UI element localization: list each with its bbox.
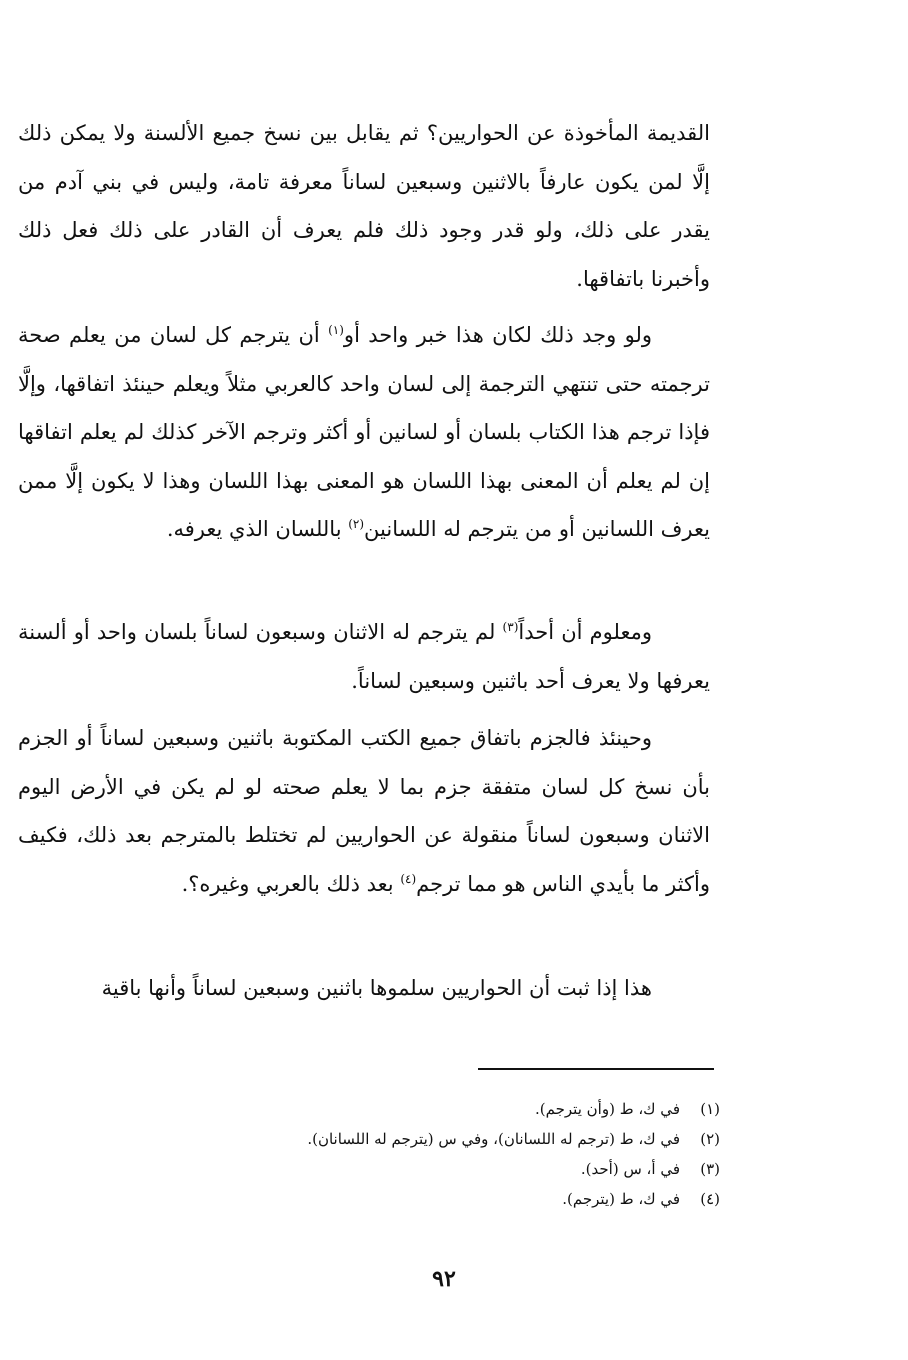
footnote-divider <box>478 1068 714 1070</box>
footnote-3 <box>150 1154 720 1184</box>
footnote-text: في ك، ط (وأن يترجم). <box>535 1100 680 1118</box>
footnote-ref-2[interactable]: (٢) <box>348 517 365 531</box>
page-number: ٩٢ <box>432 1266 456 1292</box>
paragraph-2-text-middle: أن يترجم كل لسان من يعلم صحة ترجمته حتى تنتهي الترجمة إلى لسان واحد كالعربي مثلاً ويعلم حينئذ اتفاقها، وإلَّا فإذا ترجم هذا الكتاب بلسان أو لسانين أو أكثر وترجم الآخر كذلك لم يعلم اتفاقها إن لم يعلم أن المعنى بهذا اللسان هو المعنى بهذا اللسان وهذا لا يكون إلَّا ممن يعرف اللسانين أو من يترجم له اللسانين <box>18 323 710 541</box>
paragraph-4 <box>18 714 710 908</box>
footnote-ref-1[interactable]: (١) <box>328 323 344 337</box>
paragraph-3-text-end: لم يترجم له الاثنان وسبعون لساناً بلسان واحد أو ألسنة يعرفها ولا يعرف أحد باثنين وسبعين لساناً. <box>18 620 710 693</box>
footnote-number: (٢) <box>700 1130 720 1148</box>
footnote-ref-4[interactable]: (٤) <box>400 871 417 886</box>
footnotes-list <box>150 1094 720 1214</box>
footnote-1 <box>150 1094 720 1124</box>
paragraph-2 <box>18 311 710 554</box>
footnote-text: في ك، ط (يترجم). <box>562 1190 680 1208</box>
footnote-2 <box>150 1124 720 1154</box>
paragraph-4-text-start: وحينئذ فالجزم باتفاق جميع الكتب المكتوبة باثنين وسبعين لساناً أو الجزم بأن نسخ كل لسان متفقة جزم بما لا يعلم صحته لو لم يكن في الأرض اليوم الاثنان وسبعون لساناً منقولة عن الحواريين لم تختلط بالمترجم بعد ذلك، فكيف وأكثر ما بأيدي الناس هو مما ترجم <box>18 726 710 896</box>
footnote-number: (٣) <box>700 1160 720 1178</box>
footnote-4 <box>150 1184 720 1214</box>
paragraph-3-text-start: ومعلوم أن أحداً <box>518 620 652 644</box>
paragraph-2-text-end: باللسان الذي يعرفه. <box>166 517 349 541</box>
paragraph-5 <box>18 964 710 1013</box>
paragraph-2-text-start: ولو وجد ذلك لكان هذا خبر واحد أو <box>343 323 652 347</box>
paragraph-4-text-end: بعد ذلك بالعربي وغيره؟. <box>181 871 401 896</box>
footnote-ref-3[interactable]: (٣) <box>502 620 519 634</box>
paragraph-1 <box>18 109 710 303</box>
footnote-text: في ك، ط (ترجم له اللسانان)، وفي س (يترجم له اللسانان). <box>307 1130 680 1148</box>
paragraph-3 <box>18 608 710 705</box>
paragraph-5-text: هذا إذا ثبت أن الحواريين سلموها باثنين وسبعين لساناً وأنها باقية <box>101 976 652 1000</box>
footnote-number: (٤) <box>700 1190 720 1208</box>
footnote-number: (١) <box>700 1100 720 1118</box>
paragraph-1-text: القديمة المأخوذة عن الحواريين؟ ثم يقابل بين نسخ جميع الألسنة ولا يمكن ذلك إلَّا لمن يكون عارفاً بالاثنين وسبعين لساناً معرفة تامة، وليس في بني آدم من يقدر على ذلك، ولو قدر وجود ذلك فلم يعرف أن القادر على ذلك فعل ذلك وأخبرنا باتفاقها. <box>18 121 710 291</box>
footnote-text: في أ، س (أحد). <box>580 1160 680 1178</box>
